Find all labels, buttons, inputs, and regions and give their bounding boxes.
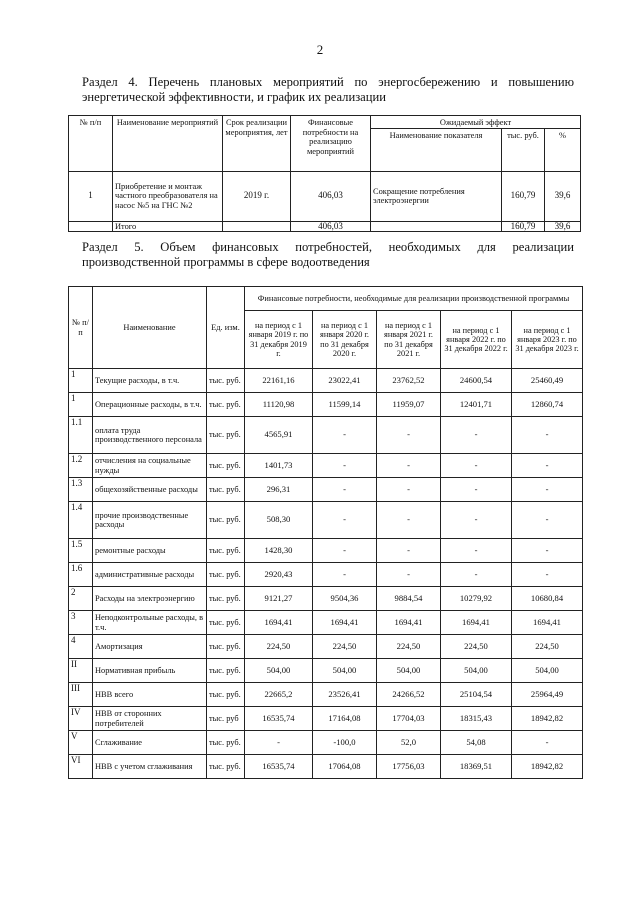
row-unit: тыс. руб. (207, 393, 245, 417)
row-unit: тыс. руб. (207, 635, 245, 659)
row-value: - (512, 731, 583, 755)
row-num: 4 (69, 635, 93, 659)
row-name: прочие производственные расходы (93, 502, 207, 539)
row-value: 1401,73 (245, 454, 313, 478)
row-value: - (441, 539, 512, 563)
header-period-2021: на период с 1 января 2021 г. по 31 декабря 2021 г. (377, 311, 441, 369)
row-value: 504,00 (245, 659, 313, 683)
table-row (69, 171, 581, 221)
financial-needs-body (69, 369, 583, 779)
row-unit: тыс. руб. (207, 454, 245, 478)
energy-saving-measures-table (68, 115, 581, 232)
table-row (69, 478, 583, 502)
row-name: Неподконтрольные расходы, в т.ч. (93, 611, 207, 635)
header-finance: Финансовые потребности, необходимые для реализации производственной программы (245, 287, 583, 311)
table-row (69, 659, 583, 683)
row-period: 2019 г. (223, 171, 291, 221)
row-value: 504,00 (441, 659, 512, 683)
row-name: Операционные расходы, в т.ч. (93, 393, 207, 417)
row-value: 508,30 (245, 502, 313, 539)
row-num: VI (69, 755, 93, 779)
row-finance: 406,03 (291, 171, 371, 221)
total-percent: 39,6 (545, 221, 581, 232)
row-value: 18315,43 (441, 707, 512, 731)
row-unit: тыс. руб. (207, 417, 245, 454)
row-value: - (377, 539, 441, 563)
total-value: 160,79 (502, 221, 545, 232)
row-value: - (512, 417, 583, 454)
header-period-2019: на период с 1 января 2019 г. по 31 декабря 2019 г. (245, 311, 313, 369)
row-num: V (69, 731, 93, 755)
row-value: - (441, 417, 512, 454)
row-value: 17756,03 (377, 755, 441, 779)
page-number: 2 (316, 42, 324, 57)
row-num: 1.6 (69, 563, 93, 587)
row-value: 2920,43 (245, 563, 313, 587)
row-measure-name: Приобретение и монтаж частного преобразователя на насос №5 на ГНС №2 (113, 171, 223, 221)
row-value: 4565,91 (245, 417, 313, 454)
row-value: 504,00 (512, 659, 583, 683)
row-value: - (441, 454, 512, 478)
row-value: 12860,74 (512, 393, 583, 417)
table-row (69, 563, 583, 587)
row-value: 9504,36 (313, 587, 377, 611)
row-value: 224,50 (377, 635, 441, 659)
row-unit: тыс. руб. (207, 478, 245, 502)
header-num: № п/п (69, 116, 113, 172)
table-row (69, 635, 583, 659)
row-value: - (441, 502, 512, 539)
row-num: 1.1 (69, 417, 93, 454)
row-value: - (512, 539, 583, 563)
row-num: II (69, 659, 93, 683)
row-num: 1 (69, 369, 93, 393)
row-num: 1.3 (69, 478, 93, 502)
row-value: 1694,41 (313, 611, 377, 635)
row-value: 24266,52 (377, 683, 441, 707)
row-name: НВВ всего (93, 683, 207, 707)
row-value: 224,50 (245, 635, 313, 659)
row-value: 52,0 (377, 731, 441, 755)
row-value: 224,50 (313, 635, 377, 659)
row-value: - (512, 454, 583, 478)
section-5-title: Раздел 5. Объем финансовых потребностей, необходимых для реализации производственной программы в сфере водоотведения (82, 240, 574, 269)
row-value: 10279,92 (441, 587, 512, 611)
row-value: 160,79 (502, 171, 545, 221)
row-name: общехозяйственные расходы (93, 478, 207, 502)
header-expected-effect: Ожидаемый эффект (371, 116, 581, 129)
header-period-2020: на период с 1 января 2020 г. по 31 декабря 2020 г. (313, 311, 377, 369)
header-period-2023: на период с 1 января 2023 г. по 31 декабря 2023 г. (512, 311, 583, 369)
row-value: - (377, 502, 441, 539)
row-value: 9121,27 (245, 587, 313, 611)
row-num: IV (69, 707, 93, 731)
row-name: НВВ от сторонних потребителей (93, 707, 207, 731)
row-value: 17164,08 (313, 707, 377, 731)
row-unit: тыс. руб. (207, 587, 245, 611)
table-row (69, 731, 583, 755)
row-value: - (377, 478, 441, 502)
row-value: 54,08 (441, 731, 512, 755)
row-value: - (377, 417, 441, 454)
row-value: 17704,03 (377, 707, 441, 731)
row-num: 1 (69, 393, 93, 417)
row-value: 22665,2 (245, 683, 313, 707)
row-unit: тыс. руб. (207, 755, 245, 779)
row-num: 1.2 (69, 454, 93, 478)
row-value: - (313, 539, 377, 563)
row-value: 25104,54 (441, 683, 512, 707)
row-value: 23022,41 (313, 369, 377, 393)
row-value: 23526,41 (313, 683, 377, 707)
row-num: 1.5 (69, 539, 93, 563)
row-name: Нормативная прибыль (93, 659, 207, 683)
row-num: III (69, 683, 93, 707)
row-unit: тыс. руб. (207, 539, 245, 563)
table-row (69, 755, 583, 779)
row-unit: тыс. руб. (207, 369, 245, 393)
row-value: 504,00 (377, 659, 441, 683)
row-value: 504,00 (313, 659, 377, 683)
table-row (69, 707, 583, 731)
row-value: 25964,49 (512, 683, 583, 707)
row-unit: тыс. руб. (207, 731, 245, 755)
row-num: 1 (69, 171, 113, 221)
row-value: 1694,41 (512, 611, 583, 635)
row-value: 10680,84 (512, 587, 583, 611)
row-indicator: Сокращение потребления электроэнергии (371, 171, 502, 221)
row-value: - (245, 731, 313, 755)
row-unit: тыс. руб. (207, 659, 245, 683)
header-finance: Финансовые потребности на реализацию мероприятий (291, 116, 371, 172)
row-value: 9884,54 (377, 587, 441, 611)
table-row (69, 417, 583, 454)
row-value: 1694,41 (377, 611, 441, 635)
table-row (69, 393, 583, 417)
header-name: Наименование (93, 287, 207, 369)
header-percent: % (545, 128, 581, 171)
header-num: № п/п (69, 287, 93, 369)
row-value: 23762,52 (377, 369, 441, 393)
table-row (69, 587, 583, 611)
row-value: - (313, 563, 377, 587)
row-value: - (313, 478, 377, 502)
row-value: 17064,08 (313, 755, 377, 779)
row-name: Сглаживание (93, 731, 207, 755)
row-value: 11599,14 (313, 393, 377, 417)
header-indicator: Наименование показателя (371, 128, 502, 171)
header-unit: Ед. изм. (207, 287, 245, 369)
row-value: 224,50 (441, 635, 512, 659)
row-value: 1694,41 (245, 611, 313, 635)
row-name: ремонтные расходы (93, 539, 207, 563)
row-name: административные расходы (93, 563, 207, 587)
row-num: 2 (69, 587, 93, 611)
total-row (69, 221, 581, 232)
row-unit: тыс. руб. (207, 683, 245, 707)
row-value: 18942,82 (512, 707, 583, 731)
row-value: - (377, 454, 441, 478)
total-finance: 406,03 (291, 221, 371, 232)
row-value: - (313, 454, 377, 478)
header-period: Срок реализации мероприятия, лет (223, 116, 291, 172)
row-num: 1.4 (69, 502, 93, 539)
row-value: 22161,16 (245, 369, 313, 393)
row-value: - (377, 563, 441, 587)
row-num: 3 (69, 611, 93, 635)
row-value: 11959,07 (377, 393, 441, 417)
table-row (69, 454, 583, 478)
row-unit: тыс. руб (207, 707, 245, 731)
row-value: - (512, 478, 583, 502)
row-value: 16535,74 (245, 707, 313, 731)
row-value: 18369,51 (441, 755, 512, 779)
row-value: 16535,74 (245, 755, 313, 779)
table-row (69, 611, 583, 635)
row-name: НВВ с учетом сглаживания (93, 755, 207, 779)
row-value: 12401,71 (441, 393, 512, 417)
table-row (69, 683, 583, 707)
row-value: - (512, 502, 583, 539)
table-row (69, 369, 583, 393)
row-name: Амортизация (93, 635, 207, 659)
row-value: - (512, 563, 583, 587)
row-value: 1428,30 (245, 539, 313, 563)
header-period-2022: на период с 1 января 2022 г. по 31 декабря 2022 г. (441, 311, 512, 369)
row-unit: тыс. руб. (207, 563, 245, 587)
table-row (69, 539, 583, 563)
row-unit: тыс. руб. (207, 611, 245, 635)
row-value: - (441, 478, 512, 502)
row-value: - (313, 417, 377, 454)
row-value: - (441, 563, 512, 587)
section-4-title: Раздел 4. Перечень плановых мероприятий по энергосбережению и повышению энергетической эффективности, и график их реализации (82, 75, 574, 104)
row-unit: тыс. руб. (207, 502, 245, 539)
row-name: оплата труда производственного персонала (93, 417, 207, 454)
header-measure-name: Наименование мероприятий (113, 116, 223, 172)
row-value: 18942,82 (512, 755, 583, 779)
row-name: Текущие расходы, в т.ч. (93, 369, 207, 393)
row-value: 224,50 (512, 635, 583, 659)
row-value: 24600,54 (441, 369, 512, 393)
row-value: - (313, 502, 377, 539)
row-percent: 39,6 (545, 171, 581, 221)
table-row (69, 502, 583, 539)
row-value: 1694,41 (441, 611, 512, 635)
financial-needs-table (68, 286, 583, 779)
row-name: Расходы на электроэнергию (93, 587, 207, 611)
row-name: отчисления на социальные нужды (93, 454, 207, 478)
row-value: 296,31 (245, 478, 313, 502)
total-label: Итого (113, 221, 223, 232)
row-value: -100,0 (313, 731, 377, 755)
header-unit: тыс. руб. (502, 128, 545, 171)
row-value: 11120,98 (245, 393, 313, 417)
row-value: 25460,49 (512, 369, 583, 393)
